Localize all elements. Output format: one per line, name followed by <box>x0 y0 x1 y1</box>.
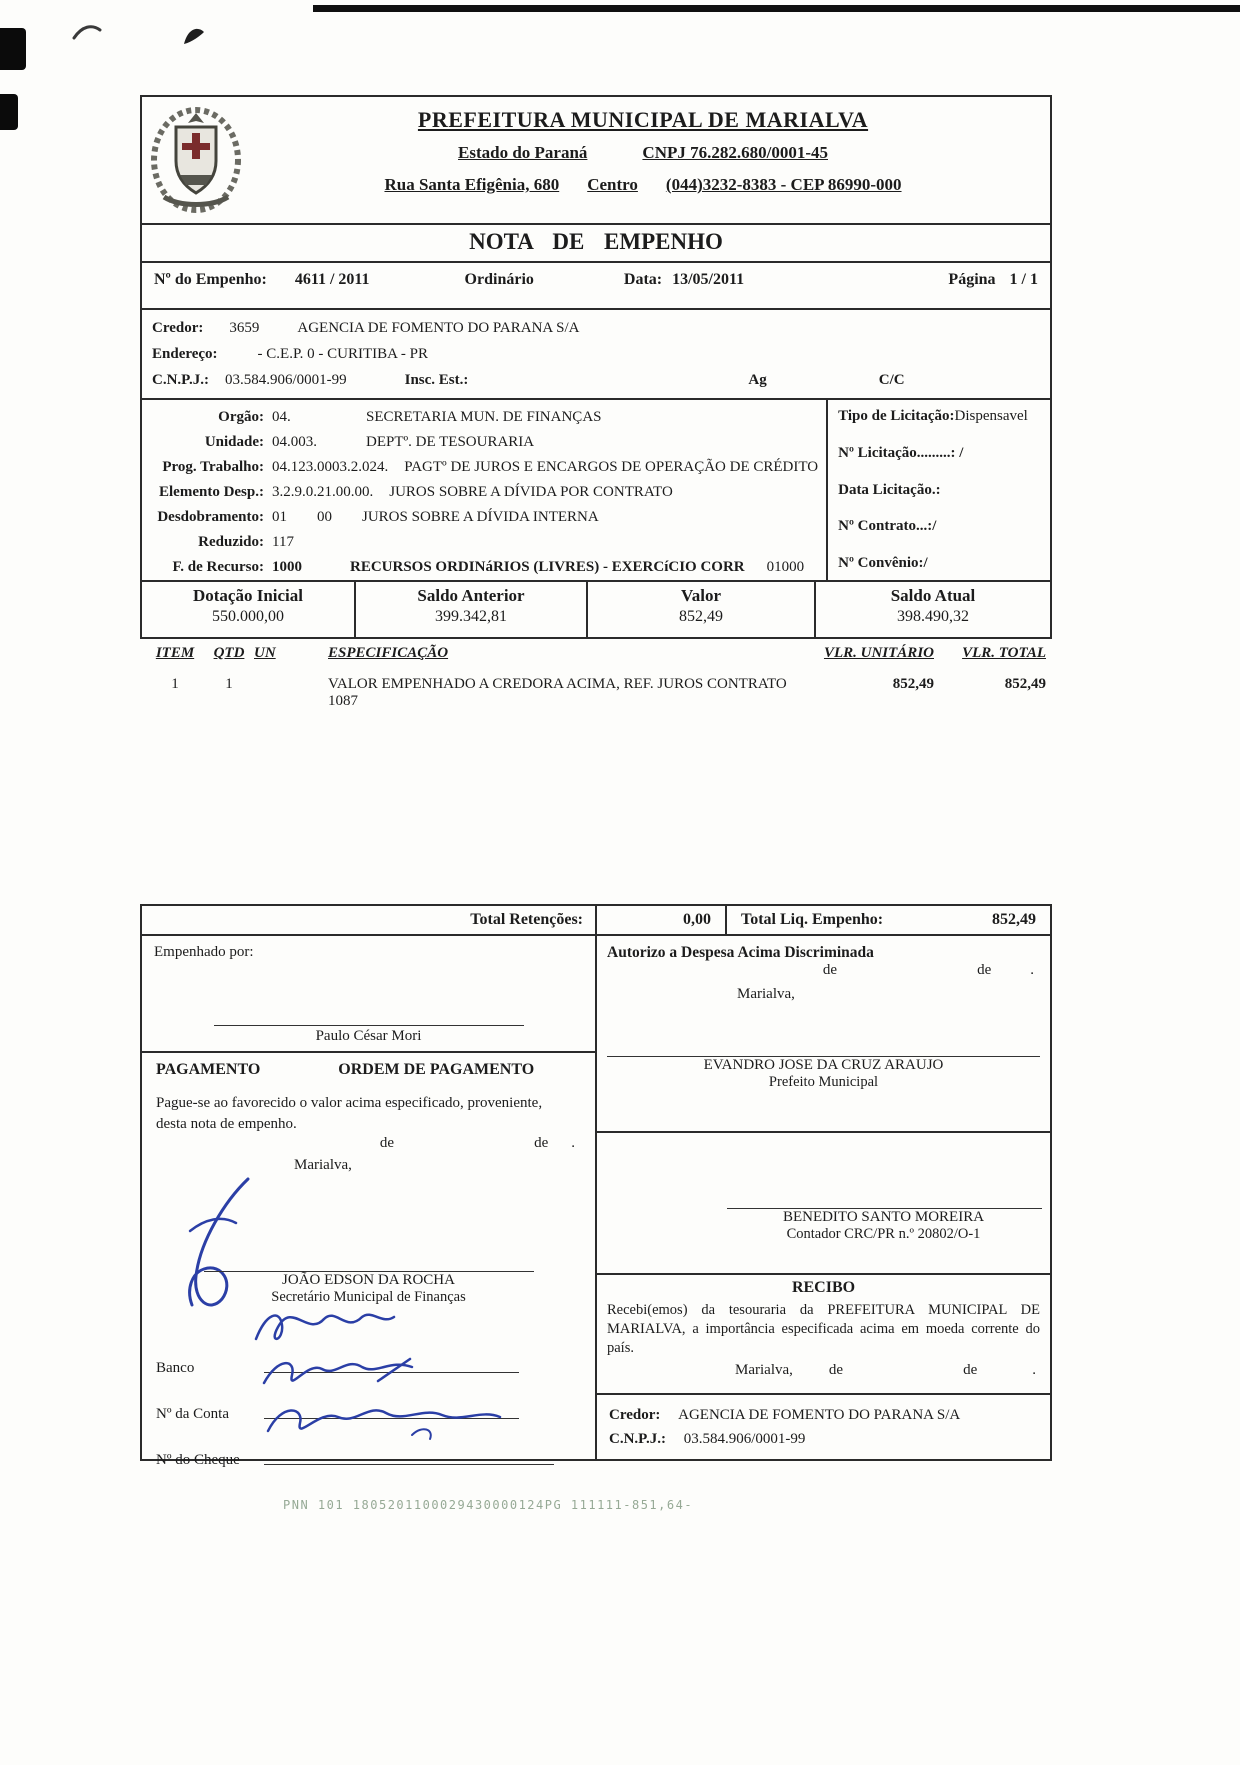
empenho-number-row <box>140 263 1052 310</box>
item-description-line1: VALOR EMPENHADO A CREDORA ACIMA, REF. JUROS CONTRATO <box>328 676 787 692</box>
empenho-date: 13/05/2011 <box>672 271 745 288</box>
period: . <box>571 1135 575 1151</box>
total-liquido-label: Total Liq. Empenho: <box>741 911 884 928</box>
licitacao-column <box>826 400 1050 580</box>
banco-label: Banco <box>156 1360 195 1376</box>
dotacao-inicial-label: Dotação Inicial <box>192 586 304 605</box>
total-liquido-cell <box>725 906 1050 934</box>
item-description <box>300 676 799 710</box>
col-espec-header: ESPECIFICAÇÃO <box>328 645 449 661</box>
valor-cell <box>586 582 814 637</box>
num-licitacao-row: Nº Licitação.........: / <box>838 444 964 461</box>
scan-edge-line <box>313 5 1240 12</box>
saldo-anterior-label: Saldo Anterior <box>417 586 525 605</box>
prefeito-name: EVANDRO JOSE DA CRUZ ARAUJO <box>703 1056 944 1073</box>
document-header <box>140 95 1052 225</box>
desdobramento-code2: 00 <box>317 509 332 525</box>
account-label: C/C <box>878 372 905 388</box>
contador-name: BENEDITO SANTO MOREIRA <box>782 1209 985 1226</box>
empenho-number: 4611 / 2011 <box>294 271 370 288</box>
city-label: Marialva, <box>735 1362 793 1379</box>
address-value: - C.E.P. 0 - CURITIBA - PR <box>257 346 428 362</box>
handwritten-bank-name <box>250 1305 400 1349</box>
col-qtd-header: QTD <box>213 645 245 661</box>
num-contrato-row: Nº Contrato...:/ <box>838 518 937 535</box>
tipo-licitacao-row <box>838 408 1040 425</box>
autorizo-box <box>597 936 1050 1131</box>
saldo-anterior-value: 399.342,81 <box>435 608 507 625</box>
scan-blob <box>0 28 26 70</box>
recibo-creditor-label: Credor: <box>609 1407 661 1423</box>
contador-cargo: Contador CRC/PR n.º 20802/O-1 <box>786 1226 981 1243</box>
reduzido-label: Reduzido: <box>198 534 264 550</box>
dotacao-inicial-value: 550.000,00 <box>212 608 284 625</box>
cnpj-label: C.N.P.J.: <box>152 372 209 388</box>
total-retencoes-value: 0,00 <box>595 906 725 934</box>
creditor-code: 3659 <box>229 320 260 336</box>
tipo-licitacao-value: Dispensavel <box>954 408 1028 424</box>
pen-scribble-mark <box>70 18 110 44</box>
prefeito-cargo: Prefeito Municipal <box>768 1073 879 1090</box>
item-row <box>146 676 1046 710</box>
page-indicator <box>948 271 1038 289</box>
total-liquido-value: 852,49 <box>992 911 1036 928</box>
recibo-city-date <box>607 1362 1040 1379</box>
secretario-cargo: Secretário Municipal de Finanças <box>271 1289 466 1305</box>
budget-left-column <box>142 400 826 580</box>
de-label: de <box>534 1135 549 1151</box>
contador-box <box>597 1131 1050 1273</box>
cnpj-label: CNPJ 76.282.680/0001-45 <box>642 143 828 162</box>
pagamento-text: Pague-se ao favorecido o valor acima especificado, proveniente, desta nota de empenho. <box>156 1095 543 1132</box>
pagamento-city-date <box>156 1135 581 1174</box>
empenho-date-label: Data: <box>623 271 663 288</box>
orgao-row <box>142 405 818 430</box>
elemento-row <box>142 480 818 505</box>
item-qty: 1 <box>225 676 233 692</box>
reduzido-code: 117 <box>272 534 294 550</box>
conta-label: Nº da Conta <box>156 1406 229 1422</box>
cnpj-row <box>152 367 1040 393</box>
agency-label: Ag <box>748 372 767 388</box>
contador-signature-block <box>597 1208 1050 1243</box>
elemento-code: 3.2.9.0.21.00.00. <box>272 484 374 500</box>
cheque-fill-line <box>264 1464 554 1465</box>
cnpj-value: 03.584.906/0001-99 <box>224 372 347 388</box>
recurso-code: 1000 <box>272 559 302 575</box>
item-number: 1 <box>171 676 179 692</box>
desdobramento-code1: 01 <box>272 509 287 525</box>
prog-trabalho-row <box>142 455 818 480</box>
period: . <box>1030 962 1034 978</box>
empenhado-por-label: Empenhado por: <box>154 944 254 960</box>
col-item-header: ITEM <box>155 645 195 661</box>
prog-code: 04.123.0003.2.024. <box>272 459 389 475</box>
creditor-name: AGENCIA DE FOMENTO DO PARANA S/A <box>297 320 580 336</box>
desdobramento-name: JUROS SOBRE A DÍVIDA INTERNA <box>362 509 599 525</box>
header-state-cnpj <box>250 143 1036 163</box>
total-retencoes-label: Total Retenções: <box>470 911 583 928</box>
recibo-creditor-row <box>609 1403 1038 1427</box>
saldo-atual-label: Saldo Atual <box>890 586 976 605</box>
phone-cep: (044)3232-8383 - CEP 86990-000 <box>665 175 902 194</box>
nota-de-empenho-document <box>140 95 1052 1468</box>
right-signature-column <box>595 936 1050 1459</box>
header-address <box>250 175 1036 195</box>
district: Centro <box>587 175 638 194</box>
empenhado-por-box <box>142 936 595 1051</box>
col-unit-header: VLR. UNITÁRIO <box>823 645 934 661</box>
item-unit <box>254 676 300 710</box>
orgao-label: Orgão: <box>218 409 264 425</box>
de-label: de <box>379 1135 395 1151</box>
orgao-code: 04. <box>272 409 291 425</box>
col-total-header: VLR. TOTAL <box>962 645 1046 661</box>
state-label: Estado do Paraná <box>458 143 588 162</box>
creditor-row <box>152 315 1040 341</box>
autorizo-title: Autorizo a Despesa Acima Discriminada <box>607 944 874 961</box>
state-registration-label: Insc. Est.: <box>404 372 469 388</box>
prefeito-signature-block <box>597 1056 1050 1091</box>
page-value: 1 / 1 <box>1009 271 1038 288</box>
tipo-licitacao-label: Tipo de Licitação: <box>838 408 955 424</box>
item-total-value: 852,49 <box>1004 676 1046 692</box>
recibo-title: RECIBO <box>791 1279 856 1297</box>
orgao-name: SECRETARIA MUN. DE FINANÇAS <box>366 409 602 425</box>
items-header <box>146 645 1046 662</box>
creditor-label: Credor: <box>152 320 204 336</box>
recibo-cnpj-row <box>609 1427 1038 1451</box>
empenho-number-label: Nº do Empenho: <box>154 271 267 288</box>
desdobramento-label: Desdobramento: <box>157 509 264 525</box>
ordem-pagamento-title: ORDEM DE PAGAMENTO <box>338 1061 535 1078</box>
unidade-name: DEPTº. DE TESOURARIA <box>366 434 535 450</box>
left-signature-column <box>142 936 595 1468</box>
period: . <box>1032 1362 1036 1379</box>
address-label: Endereço: <box>152 346 218 362</box>
saldo-atual-cell <box>814 582 1050 637</box>
recibo-cnpj-value: 03.584.906/0001-99 <box>683 1431 806 1447</box>
valor-label: Valor <box>681 586 721 605</box>
signature-line <box>214 1025 524 1026</box>
recibo-creditor-name: AGENCIA DE FOMENTO DO PARANA S/A <box>678 1407 961 1423</box>
handwritten-account-number <box>260 1351 420 1395</box>
address-row <box>152 341 1040 367</box>
elemento-name: JUROS SOBRE A DÍVIDA POR CONTRATO <box>389 484 673 500</box>
recurso-row <box>142 555 818 580</box>
pagamento-box <box>142 1051 595 1468</box>
creditor-block <box>140 310 1052 400</box>
valor-value: 852,49 <box>679 608 723 625</box>
unidade-row <box>142 430 818 455</box>
recibo-text: Recebi(emos) da tesouraria da PREFEITURA MUNICIPAL DE MARIALVA, a importância especificada acima em moeda corrente do país. <box>607 1302 1040 1357</box>
recibo-cnpj-label: C.N.P.J.: <box>609 1431 666 1447</box>
de-label: de <box>828 1362 844 1379</box>
pagamento-title: PAGAMENTO <box>156 1061 261 1078</box>
municipality-title: PREFEITURA MUNICIPAL DE MARIALVA <box>417 107 869 132</box>
secretario-name: JOÃO EDSON DA ROCHA <box>282 1272 455 1288</box>
de-label: de <box>963 1362 978 1379</box>
balances-row <box>140 582 1052 639</box>
dot-matrix-footer-code: PNN 101 1805201100029430000124PG 111111-851,64- <box>283 1498 694 1512</box>
recurso-label: F. de Recurso: <box>172 559 264 575</box>
de-label: de <box>822 962 838 978</box>
reduzido-row <box>142 530 818 555</box>
secretario-signature-block <box>142 1271 595 1306</box>
autorizo-city-date <box>607 962 1040 1003</box>
unidade-label: Unidade: <box>204 434 264 450</box>
budget-classification-block <box>140 400 1052 582</box>
item-description-line2: 1087 <box>328 693 358 709</box>
empenhado-signature-block <box>142 1025 595 1045</box>
recibo-creditor-box <box>597 1393 1050 1459</box>
desdobramento-row <box>142 505 818 530</box>
city-label: Marialva, <box>294 1157 352 1173</box>
page-label: Página <box>948 271 996 288</box>
handwritten-cheque-note <box>262 1395 522 1445</box>
header-text-block <box>250 97 1050 223</box>
recurso-name: RECURSOS ORDINáRIOS (LIVRES) - EXERCíCIO CORR <box>350 559 745 575</box>
street-address: Rua Santa Efigênia, 680 <box>384 175 560 194</box>
empenho-kind: Ordinário <box>464 271 534 288</box>
scan-blob <box>0 94 18 130</box>
recibo-box <box>597 1273 1050 1393</box>
item-unit-value: 852,49 <box>892 676 934 692</box>
ink-blot-mark <box>178 22 212 50</box>
coat-of-arms-icon <box>150 105 242 215</box>
saldo-anterior-cell <box>354 582 586 637</box>
col-un-header: UN <box>254 645 276 661</box>
totals-row <box>140 904 1052 936</box>
cheque-label: Nº do Cheque <box>156 1452 240 1468</box>
empenhado-name: Paulo César Mori <box>315 1028 422 1044</box>
city-label: Marialva, <box>737 986 795 1002</box>
elemento-label: Elemento Desp.: <box>159 484 264 500</box>
document-title: NOTA DE EMPENHO <box>140 225 1052 263</box>
dotacao-inicial-cell <box>142 582 354 637</box>
city-crest-logo <box>142 97 250 223</box>
de-label: de <box>977 962 992 978</box>
unidade-code: 04.003. <box>272 434 317 450</box>
prog-name: PAGTº DE JUROS E ENCARGOS DE OPERAÇÃO DE CRÉDITO <box>404 459 819 475</box>
prog-label: Prog. Trabalho: <box>162 459 264 475</box>
items-section <box>140 639 1052 904</box>
pagamento-header <box>156 1061 581 1079</box>
recurso-code2: 01000 <box>766 559 805 575</box>
num-convenio-row: Nº Convênio:/ <box>838 555 928 571</box>
signatures-area <box>140 936 1052 1468</box>
data-licitacao-row: Data Licitação.: <box>838 481 941 498</box>
saldo-atual-value: 398.490,32 <box>897 608 969 625</box>
